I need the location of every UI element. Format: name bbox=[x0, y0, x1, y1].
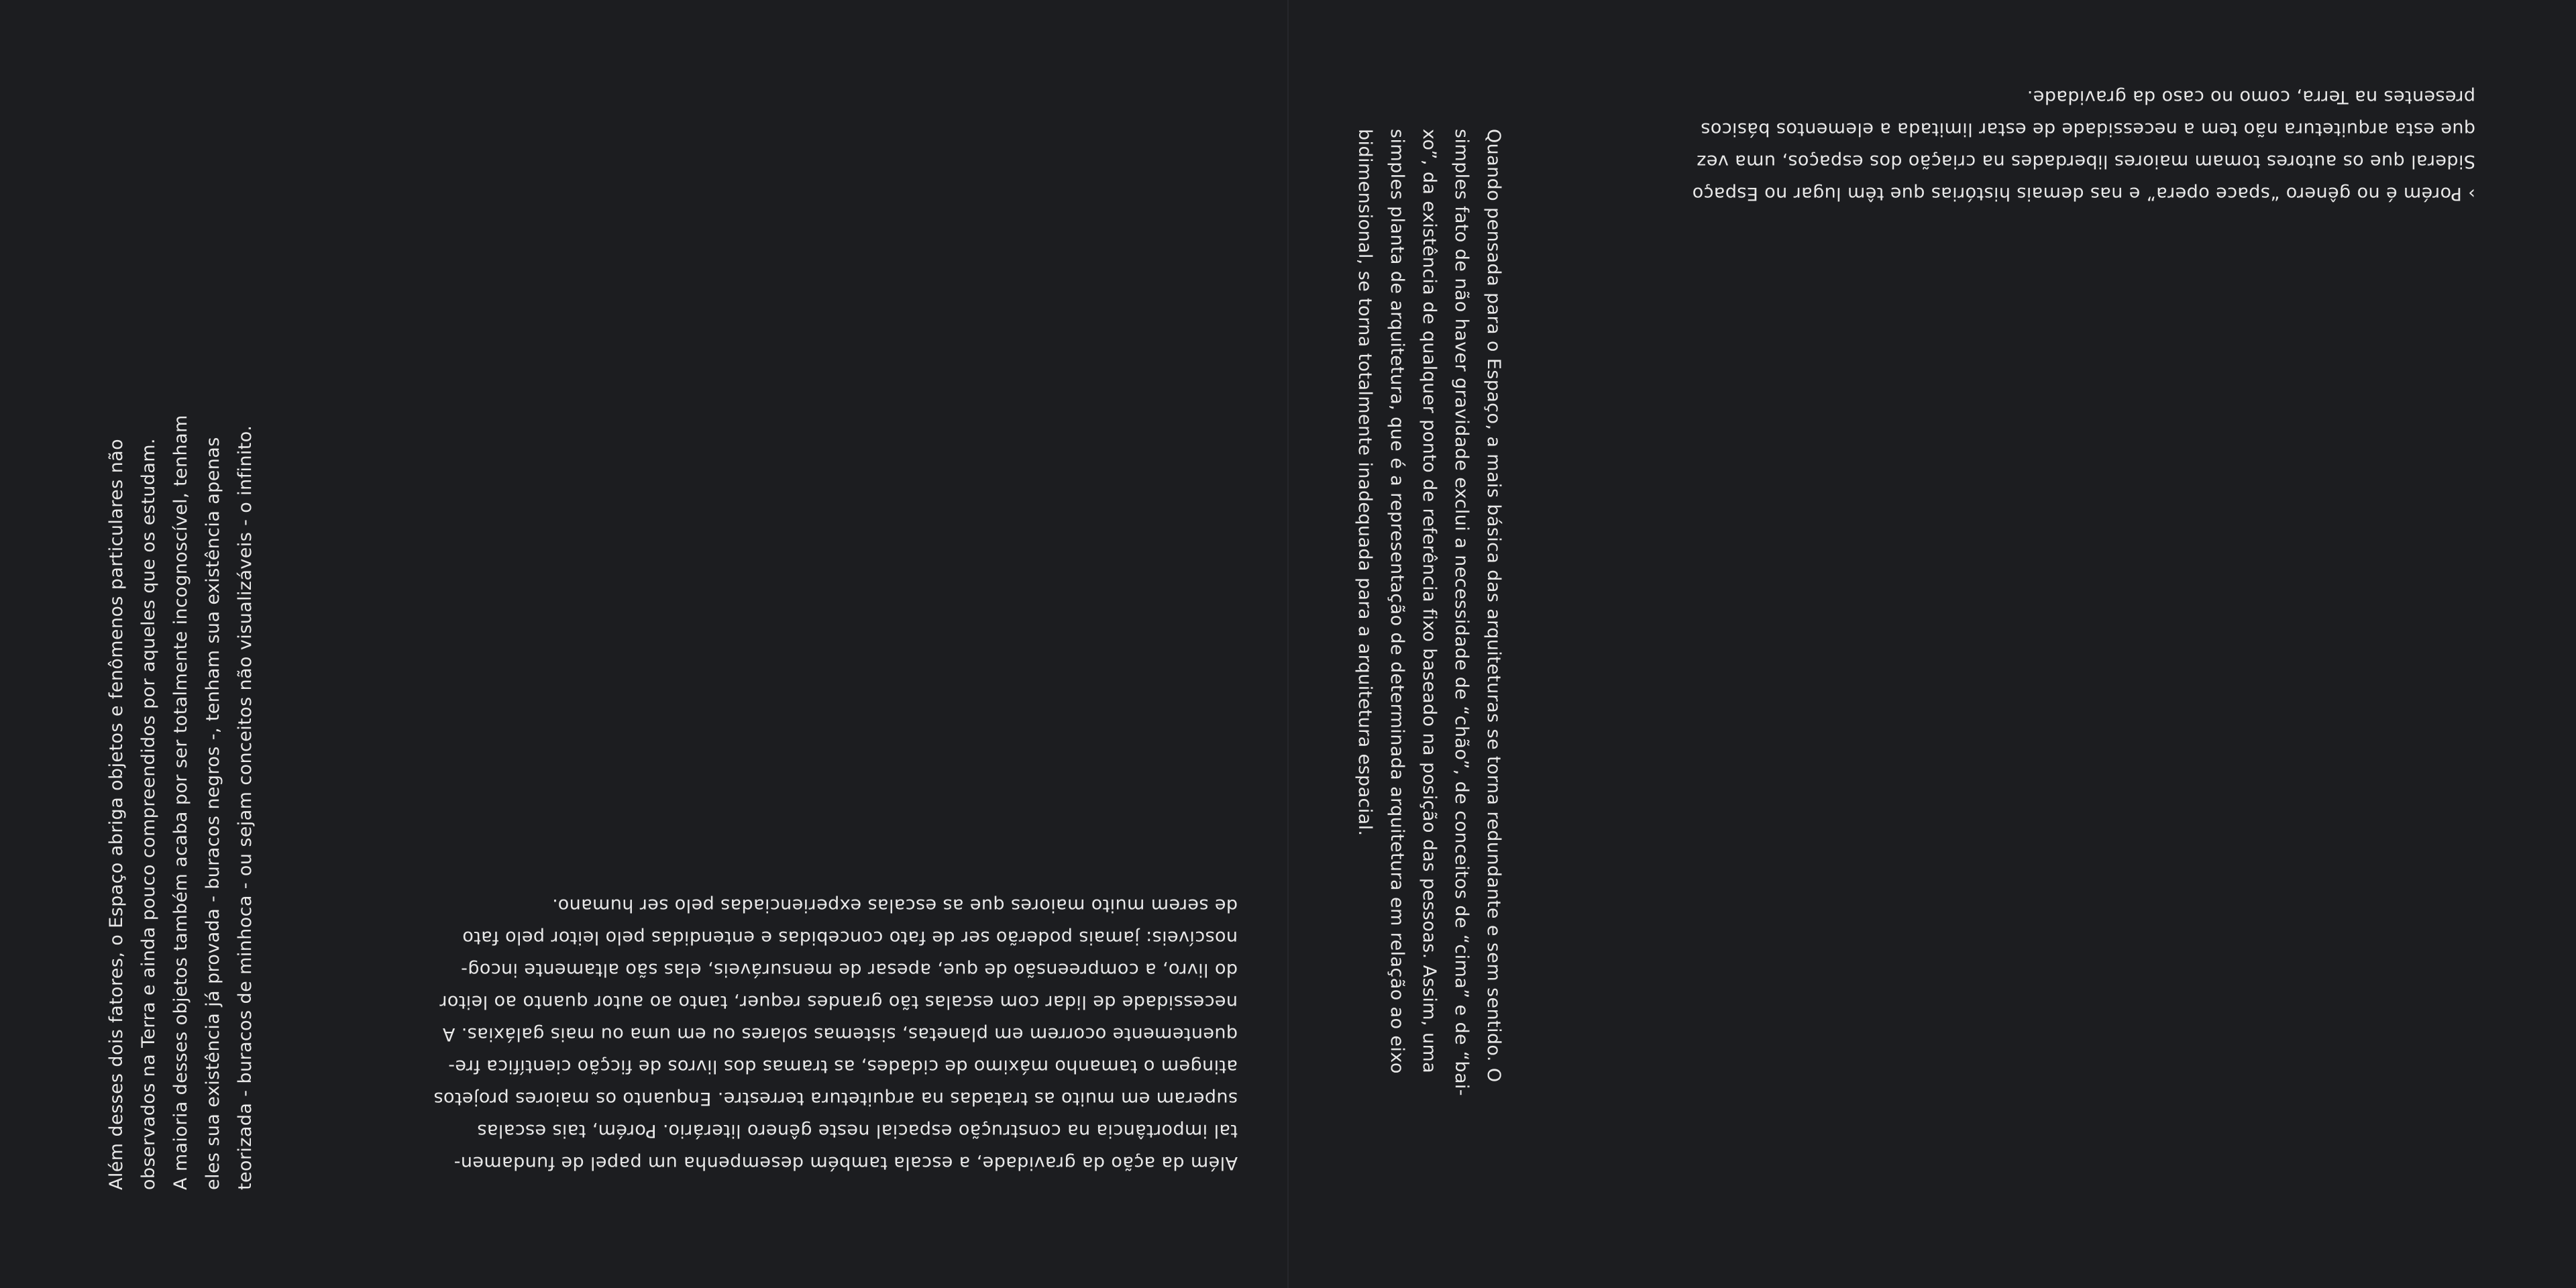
paragraph-line: tal importância na construção espacial neste gênero literário. Porém, tais escalas bbox=[477, 1120, 1238, 1141]
paragraph-line: Quando pensada para o Espaço, a mais básica das arquiteturas se torna redundante e sem sentido. O bbox=[1483, 129, 1504, 1083]
paragraph-line: atingem o tamanho máximo de cidades, as tramas dos livros de ficção científica fre- bbox=[447, 1056, 1238, 1077]
paragraph-line: superam em muito as tratadas na arquitetura terrestre. Enquanto os maiores projetos bbox=[433, 1088, 1238, 1109]
right-page-inverted-paragraph bbox=[1610, 80, 2475, 209]
paragraph-line: que esta arquitetura não tem a necessidade de estar limitada a elementos básicos bbox=[1700, 119, 2475, 140]
paragraph-line: do livro, a compreensão de que, apesar de mensuráveis, elas são altamente incog- bbox=[460, 959, 1238, 980]
paragraph-line: de serem muito maiores que as escalas experienciadas pelo ser humano. bbox=[551, 895, 1238, 916]
paragraph-line: simples fato de não haver gravidade exclui a necessidade de “chão”, de conceitos de “cima” e de “bai- bbox=[1451, 129, 1472, 1096]
paragraph-line: observados na Terra e ainda pouco compreendidos por aqueles que os estudam. bbox=[138, 438, 159, 1190]
paragraph-line: necessidade de lidar com escalas tão grandes requer, tanto ao autor quanto ao leitor bbox=[439, 991, 1238, 1012]
paragraph-line: teorizada - buracos de minhoca - ou sejam conceitos não visualizáveis - o infinito. bbox=[235, 425, 256, 1190]
paragraph-line: bidimensional, se torna totalmente inadequada para a arquitetura espacial. bbox=[1354, 129, 1375, 837]
paragraph-line: Além da ação da gravidade, a escala também desempenha um papel de fundamen- bbox=[453, 1152, 1238, 1173]
paragraph-line: A maioria desses objetos também acaba por ser totalmente incognoscível, tenham bbox=[170, 415, 191, 1190]
paragraph-line: Sideral que os autores tomam maiores liberdades na criação dos espaços, uma vez bbox=[1696, 151, 2475, 172]
left-page-inverted-paragraph bbox=[372, 889, 1238, 1179]
right-page-vertical-paragraph bbox=[1348, 129, 1509, 1096]
paragraph-line: Além desses dois fatores, o Espaço abriga objetos e fenômenos particulares não bbox=[106, 438, 127, 1190]
paragraph-line: presentes na Terra, como no caso da gravidade. bbox=[2027, 87, 2475, 107]
paragraph-line: › Porém é no gênero “space opera” e nas demais histórias que têm lugar no Espaço bbox=[1692, 183, 2475, 204]
left-page-vertical-paragraph bbox=[101, 352, 262, 1190]
paragraph-line: eles sua existência já provada - buracos negros -, tenham sua existência apenas bbox=[203, 437, 223, 1190]
paragraph-line: noscíveis: jamais poderão ser de fato concebidas e entendidas pelo leitor pelo fato bbox=[462, 927, 1238, 948]
paragraph-line: simples planta de arquitetura, que é a representação de determinada arquitetura em relação ao eixo bbox=[1387, 129, 1407, 1074]
paragraph-line: xo”, da existência de qualquer ponto de referência fixo baseado na posição das pessoas. Assim, uma bbox=[1419, 129, 1440, 1074]
page-fold-divider bbox=[1287, 0, 1289, 1288]
paragraph-line: quentemente ocorrem em planetas, sistemas solares ou em uma ou mais galáxias. A bbox=[442, 1024, 1238, 1044]
